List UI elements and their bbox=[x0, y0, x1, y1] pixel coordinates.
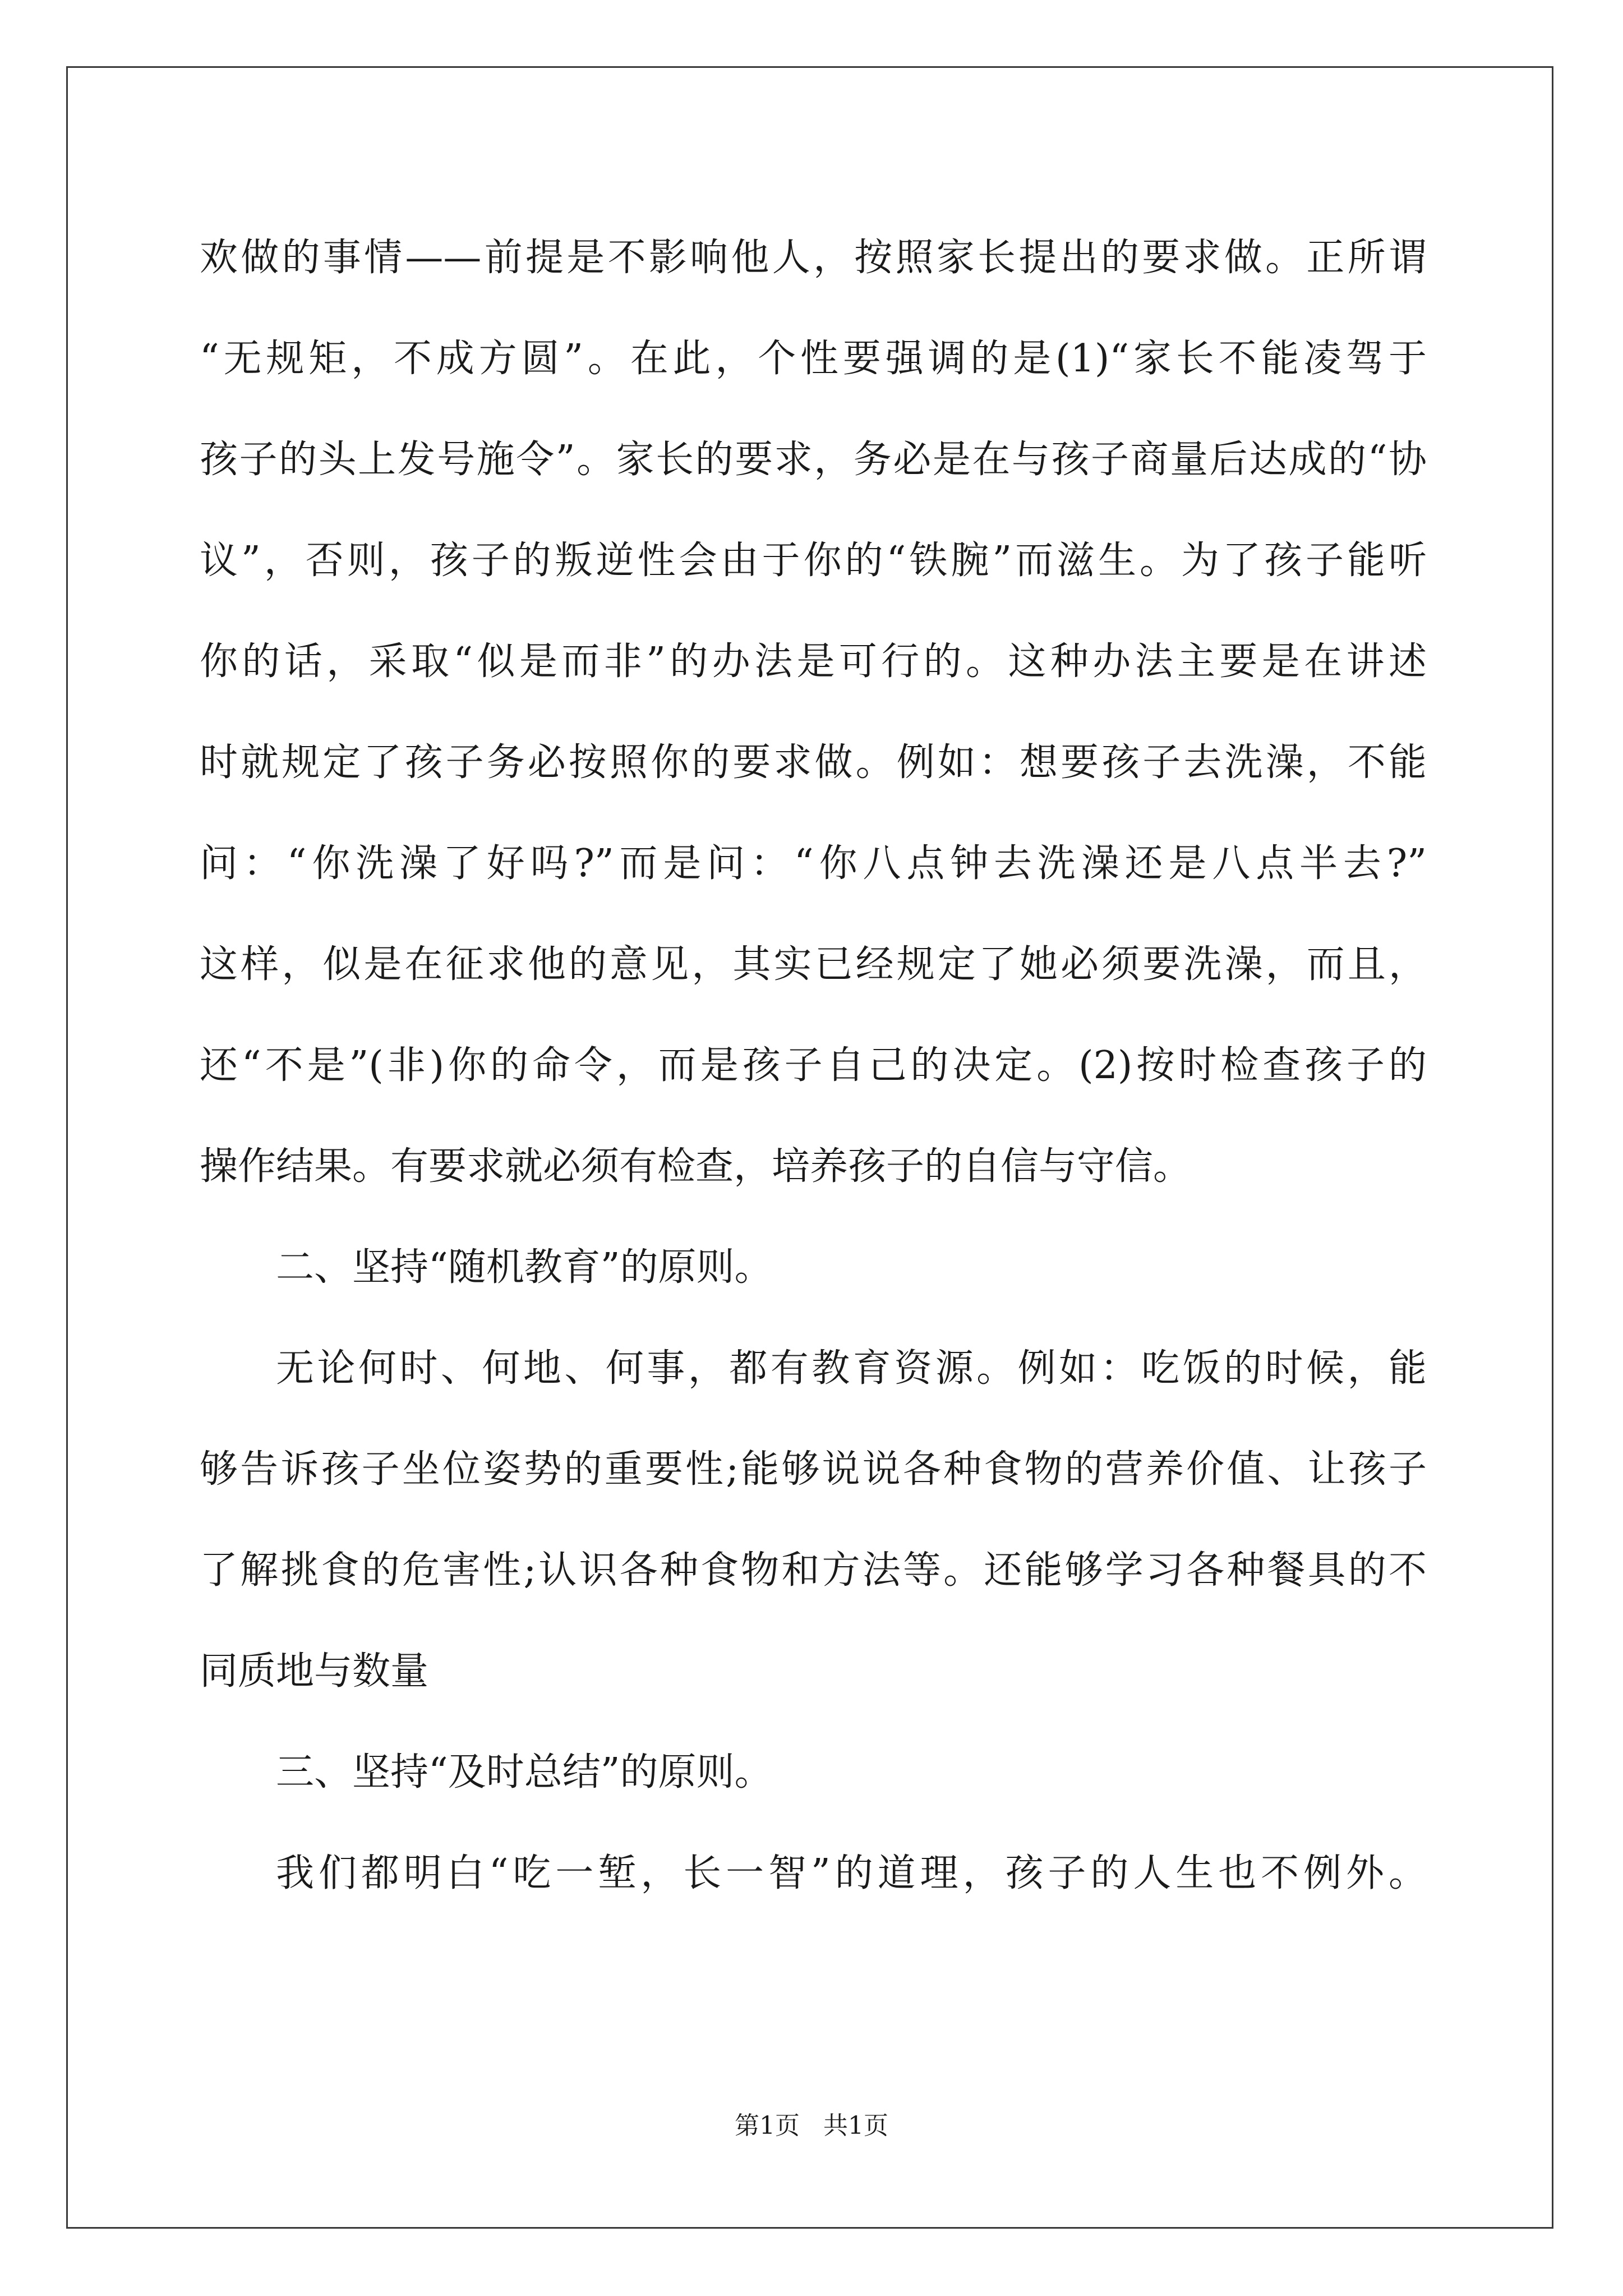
page-number-current: 第1页 bbox=[735, 2111, 800, 2140]
section-heading-3: 三、坚持“及时总结”的原则。 bbox=[276, 1750, 773, 1795]
text-line-14: 了解挑食的危害性;认识各种食物和方法等。还能够学习各种餐具的不 bbox=[200, 1548, 1427, 1593]
text-line-15: 同质地与数量 bbox=[200, 1649, 429, 1694]
page-number-total: 共1页 bbox=[823, 2111, 888, 2140]
text-line-8: 这样，似是在征求他的意见，其实已经规定了她必须要洗澡，而且， bbox=[200, 942, 1427, 987]
text-line-3: 孩子的头上发号施令”。家长的要求，务必是在与孩子商量后达成的“协 bbox=[200, 438, 1427, 482]
section-heading-2: 二、坚持“随机教育”的原则。 bbox=[276, 1245, 773, 1290]
text-line-2: “无规矩，不成方圆”。在此，个性要强调的是(1)“家长不能凌驾于 bbox=[200, 337, 1427, 381]
text-line-13: 够告诉孩子坐位姿势的重要性;能够说说各种食物的营养价值、让孩子 bbox=[200, 1447, 1427, 1492]
document-body bbox=[200, 208, 1427, 1924]
text-line-6: 时就规定了孩子务必按照你的要求做。例如：想要孩子去洗澡，不能 bbox=[200, 740, 1427, 785]
text-line-10: 操作结果。有要求就必须有检查，培养孩子的自信与守信。 bbox=[200, 1144, 1192, 1189]
text-line-12: 无论何时、何地、何事，都有教育资源。例如：吃饭的时候，能 bbox=[276, 1346, 1427, 1391]
text-line-7: 问：“你洗澡了好吗?”而是问：“你八点钟去洗澡还是八点半去?” bbox=[200, 841, 1427, 886]
page-footer bbox=[0, 2109, 1623, 2143]
text-line-17: 我们都明白“吃一堑，长一智”的道理，孩子的人生也不例外。 bbox=[276, 1851, 1427, 1895]
text-line-5: 你的话，采取“似是而非”的办法是可行的。这种办法主要是在讲述 bbox=[200, 639, 1427, 684]
text-line-9: 还“不是”(非)你的命令，而是孩子自己的决定。(2)按时检查孩子的 bbox=[200, 1043, 1427, 1088]
text-line-4: 议”，否则，孩子的叛逆性会由于你的“铁腕”而滋生。为了孩子能听 bbox=[200, 539, 1427, 583]
text-line-1: 欢做的事情——前提是不影响他人，按照家长提出的要求做。正所谓 bbox=[200, 236, 1427, 280]
